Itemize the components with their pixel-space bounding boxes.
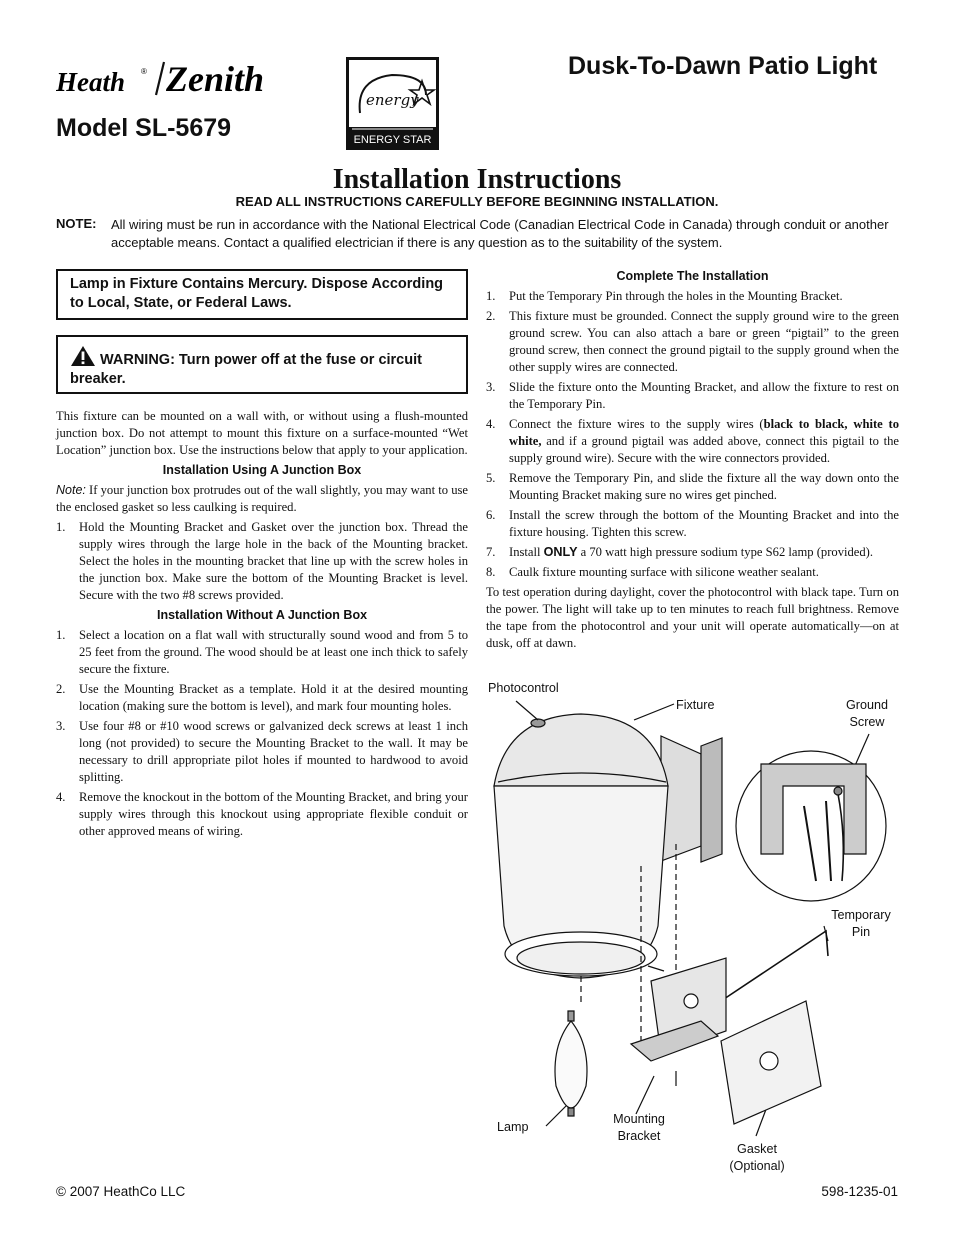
product-title (568, 52, 877, 81)
label-fixture: Fixture (676, 698, 715, 712)
brand-heath: Heath (56, 67, 126, 97)
label-mounting-bracket: Mounting Bracket (613, 1112, 665, 1143)
document-title: Installation Instructions (332, 164, 622, 195)
junction-note-label: Note: (56, 483, 86, 497)
list-item: 1. Hold the Mounting Bracket and Gasket over the junction box. Thread the supply wires through the large hole in the back of the Mounting bracket. Select the holes in the mounting bracket that line up with the screw holes in the junction box. Make sure the bottom of the Mounting Bracket is level. Secure with the two #8 screws provided. (56, 520, 468, 602)
intro-paragraph: This fixture can be mounted on a wall with, or without using a flush-mounted junction box. Do not attempt to mount this fixture on a surface-mounted “Wet Location” junction box. Use the instructions below that apply to your application. (56, 409, 468, 457)
list-item: 2. This fixture must be grounded. Connect the supply ground wire to the green ground screw. You can also attach a bare or green “pigtail” to the green ground screw, then connect the ground pigtail to the supply ground when the other supply wires are connected. (486, 309, 899, 374)
complete-steps (486, 288, 899, 581)
list-item: 8. Caulk fixture mounting surface with silicone weather sealant. (486, 565, 819, 579)
label-temporary-pin: Temporary Pin (831, 908, 891, 939)
energy-star-script: energy (366, 91, 419, 109)
energy-star-logo (346, 57, 439, 150)
list-item: 6. Install the screw through the bottom of the Mounting Bracket and into the fixture housing. Tighten this screw. (486, 508, 899, 539)
power-warning-box (56, 335, 468, 394)
product-title-part-a: Dusk-To-Dawn (568, 52, 742, 80)
part-number: 598-1235-01 (821, 1184, 898, 1199)
list-item: 1. Put the Temporary Pin through the holes in the Mounting Bracket. (486, 289, 843, 303)
note-label: NOTE: (56, 216, 97, 231)
list-item: 5. Remove the Temporary Pin, and slide the fixture all the way down onto the Mounting Bracket making sure no wires get pinched. (486, 471, 899, 502)
list-item: 7. Install ONLY a 70 watt high pressure sodium type S62 lamp (provided). (486, 545, 874, 559)
brand-zenith: Zenith (166, 59, 265, 98)
label-ground-screw: Ground Screw (845, 698, 888, 729)
list-item: 3. Slide the fixture onto the Mounting Bracket, and allow the fixture to rest on the Temporary Pin. (486, 380, 899, 411)
test-paragraph: To test operation during daylight, cover the photocontrol with black tape. Turn on the power. The light will take up to ten minutes to reach full brightness. Remove the tape from the photocontrol and your unit will operate automatically—on at dusk, off at dawn. (486, 585, 899, 650)
list-item: 4. Remove the knockout in the bottom of the Mounting Bracket, and bring your supply wires through this knockout using appropriate flexible conduit or other approved means of wiring. (56, 790, 468, 838)
model-number: Model SL-5679 (56, 114, 232, 142)
junction-steps (56, 519, 468, 604)
list-item: 3. Use four #8 or #10 wood screws or galvanized deck screws at least 1 inch long (not provided) to secure the Mounting Bracket to the wall. It may be necessary to drill appropriate pilot holes if mounted to hardwood to avoid splitting. (56, 719, 468, 784)
power-warning-text: WARNING: Turn power off at the fuse or circuit breaker. (70, 352, 422, 387)
note-text: All wiring must be run in accordance with the National Electrical Code (Canadian Electrical Code in Canada) through conduit or another acceptable means. Contact a qualified electrician if there is any question as to the suitability of the system. (111, 217, 889, 250)
right-column (486, 267, 899, 655)
mercury-warning-box: Lamp in Fixture Contains Mercury. Dispose According to Local, State, or Federal Laws. (56, 269, 468, 320)
junction-heading: Installation Using A Junction Box (162, 463, 362, 477)
list-item: 2. Use the Mounting Bracket as a template. Hold it at the desired mounting location (making sure the bottom is level), and mark four mounting holes. (56, 682, 468, 713)
heath-zenith-logo (56, 58, 301, 98)
copyright: © 2007 HeathCo LLC (56, 1184, 186, 1199)
brand-registered-mark: ® (141, 67, 147, 76)
nojunction-steps (56, 627, 468, 840)
product-title-part-b: Patio Light (741, 52, 878, 80)
junction-note-text: If your junction box protrudes out of the wall slightly, you may want to use the enclosed gasket so less caulking is required. (56, 483, 468, 514)
installation-diagram (486, 676, 900, 1181)
nojunction-heading: Installation Without A Junction Box (156, 608, 368, 622)
complete-heading: Complete The Installation (616, 269, 769, 283)
list-item: 4. Connect the fixture wires to the supply wires (black to black, white to white, and if a ground pigtail was added above, connect this pigtail to the supply ground wire). Secure with the wire connectors provided. (486, 417, 899, 465)
label-photocontrol: Photocontrol (488, 681, 559, 695)
energy-star-label: ENERGY STAR (353, 134, 432, 146)
warning-triangle-icon (70, 345, 96, 367)
left-column (56, 408, 468, 843)
read-all-notice: READ ALL INSTRUCTIONS CAREFULLY BEFORE BEGINNING INSTALLATION. (235, 194, 719, 209)
list-item: 1. Select a location on a flat wall with structurally sound wood and from 5 to 25 feet from the ground. The wood should be at least one inch thick to safely secure the fixture. (56, 628, 468, 676)
junction-note (56, 482, 468, 516)
label-lamp: Lamp (497, 1120, 529, 1134)
label-gasket: Gasket (Optional) (729, 1142, 785, 1173)
